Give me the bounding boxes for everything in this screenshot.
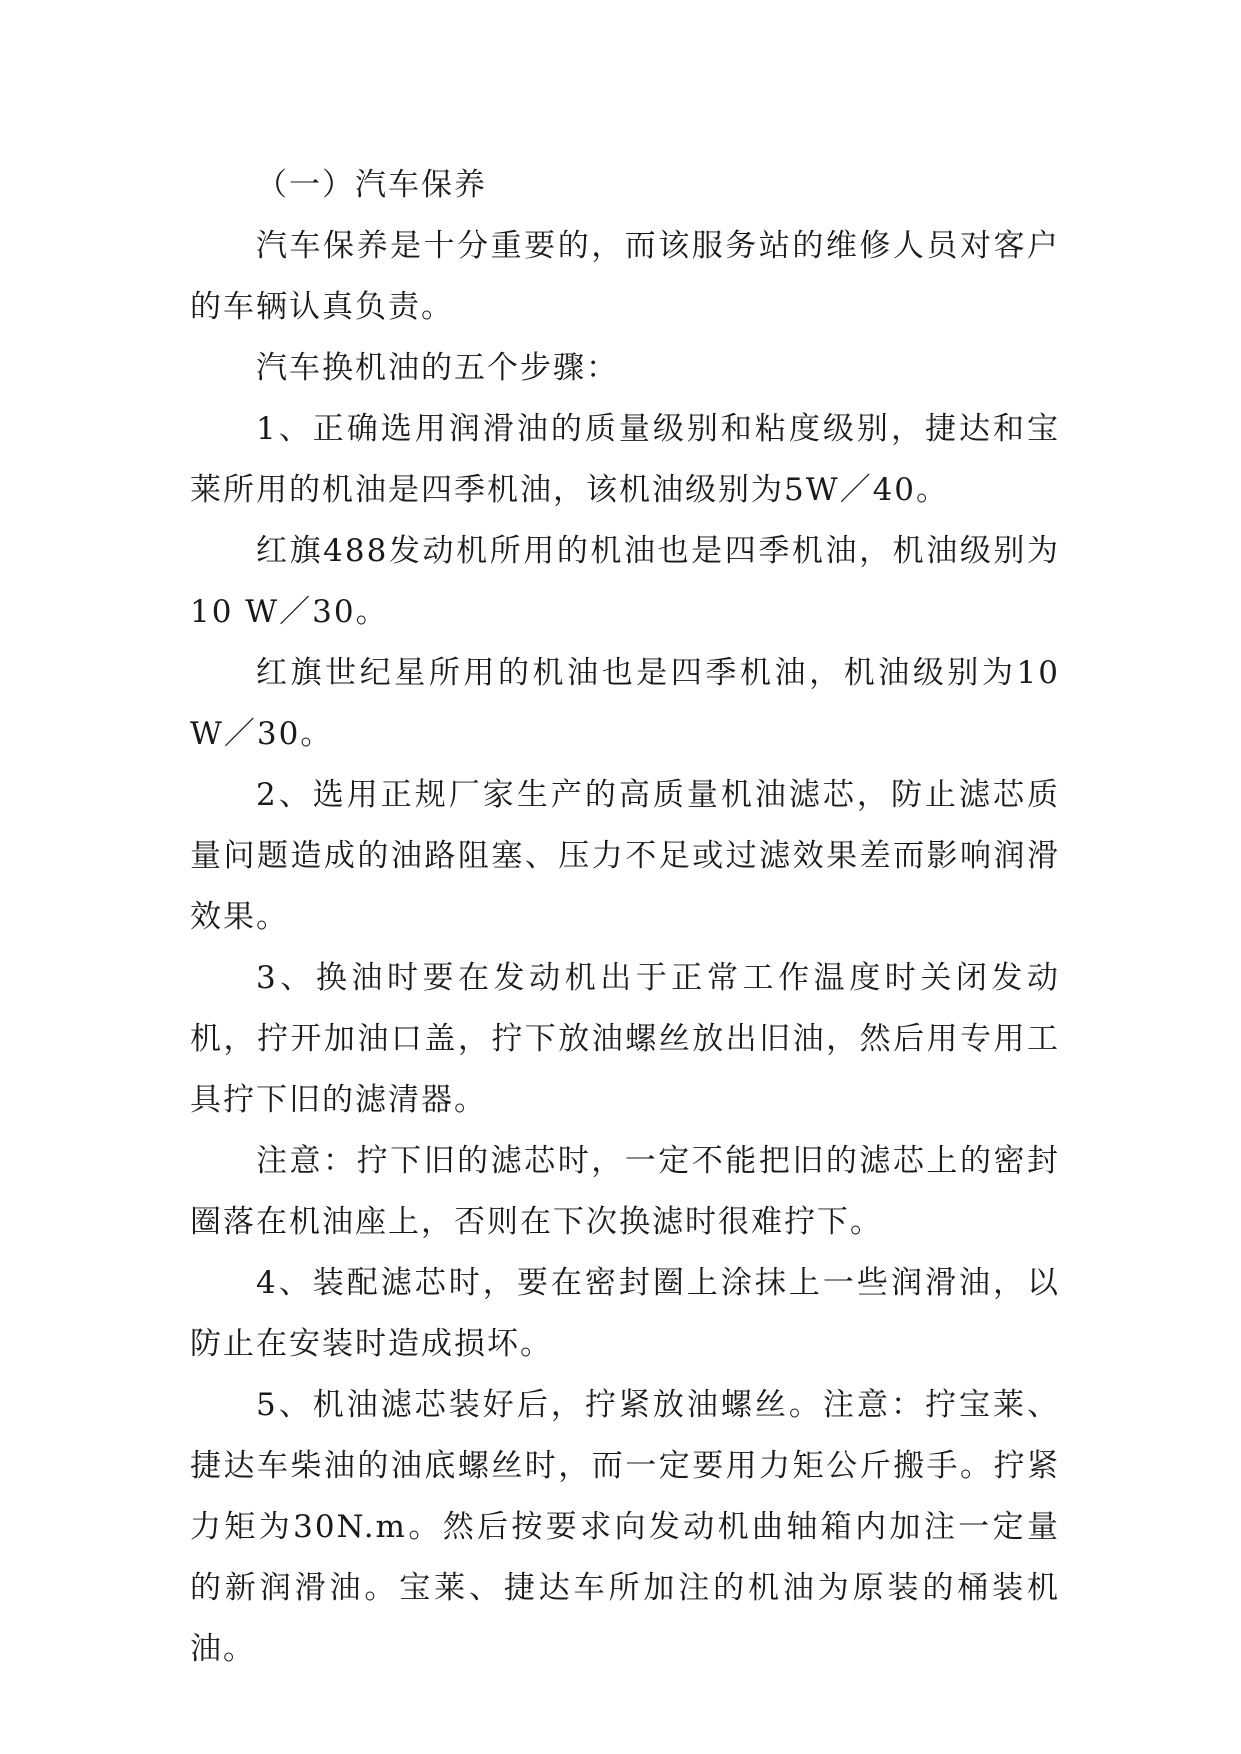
paragraph-note: 注意：拧下旧的滤芯时，一定不能把旧的滤芯上的密封圈落在机油座上，否则在下次换滤时很难拧下。: [190, 1143, 1060, 1240]
paragraph-intro: 汽车保养是十分重要的，而该服务站的维修人员对客户的车辆认真负责。: [190, 228, 1060, 325]
paragraph-step-4: 4、装配滤芯时，要在密封圈上涂抹上一些润滑油，以防止在安装时造成损坏。: [190, 1265, 1060, 1362]
paragraph-steps-title: 汽车换机油的五个步骤：: [256, 350, 619, 386]
paragraph-hongqi-century-star: 红旗世纪星所用的机油也是四季机油，机油级别为10 W／30。: [190, 655, 1060, 752]
paragraph-step-2: 2、选用正规厂家生产的高质量机油滤芯，防止滤芯质量问题造成的油路阻塞、压力不足或过滤效果差而影响润滑效果。: [190, 777, 1060, 935]
document-body: [190, 155, 1060, 1680]
section-heading: （一）汽车保养: [256, 167, 487, 203]
paragraph-hongqi-488: 红旗488发动机所用的机油也是四季机油，机油级别为10 W／30。: [190, 533, 1060, 630]
paragraph-step-1: 1、正确选用润滑油的质量级别和粘度级别，捷达和宝莱所用的机油是四季机油，该机油级别为5W／40。: [190, 411, 1060, 508]
paragraph-step-3: 3、换油时要在发动机出于正常工作温度时关闭发动机，拧开加油口盖，拧下放油螺丝放出旧油，然后用专用工具拧下旧的滤清器。: [190, 960, 1060, 1118]
paragraph-step-5: 5、机油滤芯装好后，拧紧放油螺丝。注意：拧宝莱、捷达车柴油的油底螺丝时，而一定要用力矩公斤搬手。拧紧力矩为30N.m。然后按要求向发动机曲轴箱内加注一定量的新润滑油。宝莱、捷达车所加注的机油为原装的桶装机油。: [190, 1387, 1060, 1667]
